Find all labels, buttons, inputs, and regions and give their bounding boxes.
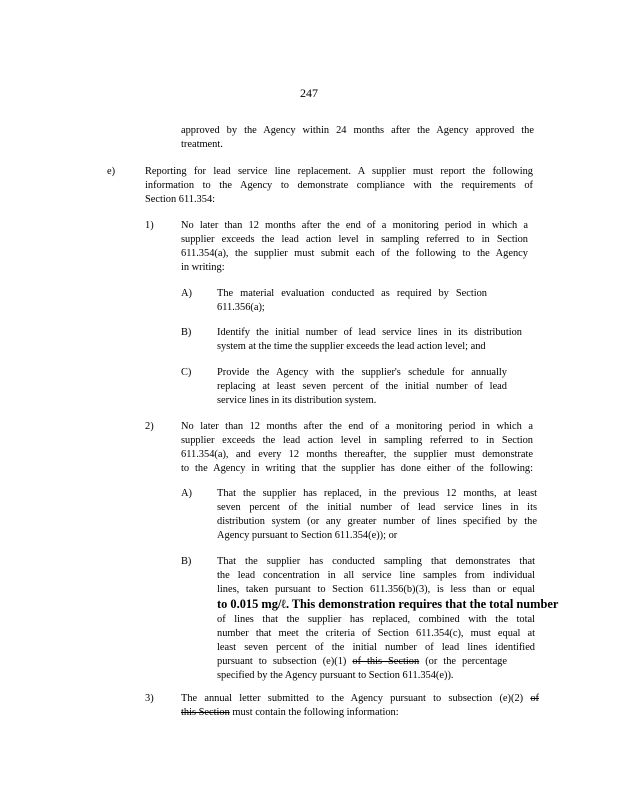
- text-line: That the supplier has conducted sampling that demonstrates that: [217, 556, 535, 567]
- text-line-mixed: [217, 597, 559, 613]
- text-line: information to the Agency to demonstrate compliance with the requirements of: [145, 180, 533, 191]
- text-line: the lead concentration in all service line samples from individual: [217, 570, 535, 581]
- item-1c-paragraph: [217, 366, 507, 408]
- text-line: supplier exceeds the lead action level in sampling referred to in Section: [181, 234, 528, 245]
- struck-text: of: [530, 693, 539, 704]
- item-1a-paragraph: [217, 287, 487, 315]
- text-line: specified by the Agency pursuant to Section 611.354(e)).: [217, 670, 454, 681]
- item-2a-marker: A): [181, 488, 192, 499]
- text-line: least seven percent of the initial number of lead lines identified: [217, 642, 535, 653]
- item-1-paragraph: [181, 219, 528, 275]
- text-line: to the Agency in writing that the supplier has done either of the following:: [181, 463, 533, 474]
- text-line: No later than 12 months after the end of a monitoring period in which a: [181, 220, 528, 231]
- text-line: That the supplier has replaced, in the previous 12 months, at least: [217, 488, 537, 499]
- text-line: in writing:: [181, 262, 225, 273]
- text-line: treatment.: [181, 139, 223, 150]
- text-line: 611.356(a);: [217, 302, 265, 313]
- text-fragment: This demonstration requires that the total number: [291, 597, 559, 611]
- text-line: The material evaluation conducted as required by Section: [217, 288, 487, 299]
- text-line: Section 611.354:: [145, 194, 216, 205]
- item-marker-2: 2): [145, 421, 154, 432]
- text-line: 611.354(a), the supplier must submit each of the following to the Agency: [181, 248, 528, 259]
- text-line: Provide the Agency with the supplier's schedule for annually: [217, 367, 507, 378]
- subsection-marker-e: e): [107, 166, 116, 177]
- continuation-paragraph: [181, 124, 534, 152]
- text-line: 611.354(a), and every 12 months thereafter, the supplier must demonstrate: [181, 449, 533, 460]
- text-line: supplier exceeds the lead action level in sampling referred to in Section: [181, 435, 533, 446]
- item-3-paragraph: [181, 692, 539, 720]
- text-line-with-strike: [217, 655, 507, 669]
- text-line: of lines that the supplier has replaced, combined with the total: [217, 614, 535, 625]
- subsection-e-paragraph: [145, 165, 533, 207]
- item-1b-marker: B): [181, 327, 192, 338]
- text-line: system at the time the supplier exceeds the lead action level; and: [217, 341, 486, 352]
- text-fragment: to 0.015 mg/ℓ.: [217, 597, 290, 611]
- text-fragment: The annual letter submitted to the Agency pursuant to subsection (e)(2): [181, 693, 524, 704]
- item-1a-marker: A): [181, 288, 192, 299]
- item-marker-3: 3): [145, 693, 154, 704]
- item-marker-1: 1): [145, 220, 154, 231]
- item-1c-marker: C): [181, 367, 192, 378]
- text-line-with-strike: [181, 692, 539, 706]
- item-2a-paragraph: [217, 487, 537, 543]
- page-number: 247: [300, 86, 318, 100]
- text-line: approved by the Agency within 24 months after the Agency approved the: [181, 125, 534, 136]
- item-2b-marker: B): [181, 556, 192, 567]
- text-line: Reporting for lead service line replacement. A supplier must report the following: [145, 166, 533, 177]
- text-fragment: must contain the following information:: [232, 707, 399, 718]
- text-line: lines, taken pursuant to Section 611.356(b)(3), is less than or equal: [217, 584, 535, 595]
- text-line: Agency pursuant to Section 611.354(e)); or: [217, 530, 398, 541]
- struck-text: this Section: [181, 707, 230, 718]
- text-line: replacing at least seven percent of the initial number of lead: [217, 381, 507, 392]
- text-fragment: pursuant to subsection (e)(1): [217, 656, 347, 667]
- text-line: seven percent of the initial number of lead service lines in its: [217, 502, 537, 513]
- text-fragment: (or the percentage: [425, 656, 507, 667]
- item-2b-paragraph: [217, 555, 559, 683]
- text-line: No later than 12 months after the end of a monitoring period in which a: [181, 421, 533, 432]
- text-line: Identify the initial number of lead service lines in its distribution: [217, 327, 522, 338]
- text-line: number that meet the criteria of Section 611.354(c), must equal at: [217, 628, 535, 639]
- item-1b-paragraph: [217, 326, 522, 354]
- text-line-with-strike: [181, 706, 539, 720]
- text-line: service lines in its distribution system.: [217, 395, 377, 406]
- struck-text: of this Section: [352, 656, 420, 667]
- text-line: distribution system (or any greater number of lines specified by the: [217, 516, 537, 527]
- item-2-paragraph: [181, 420, 533, 476]
